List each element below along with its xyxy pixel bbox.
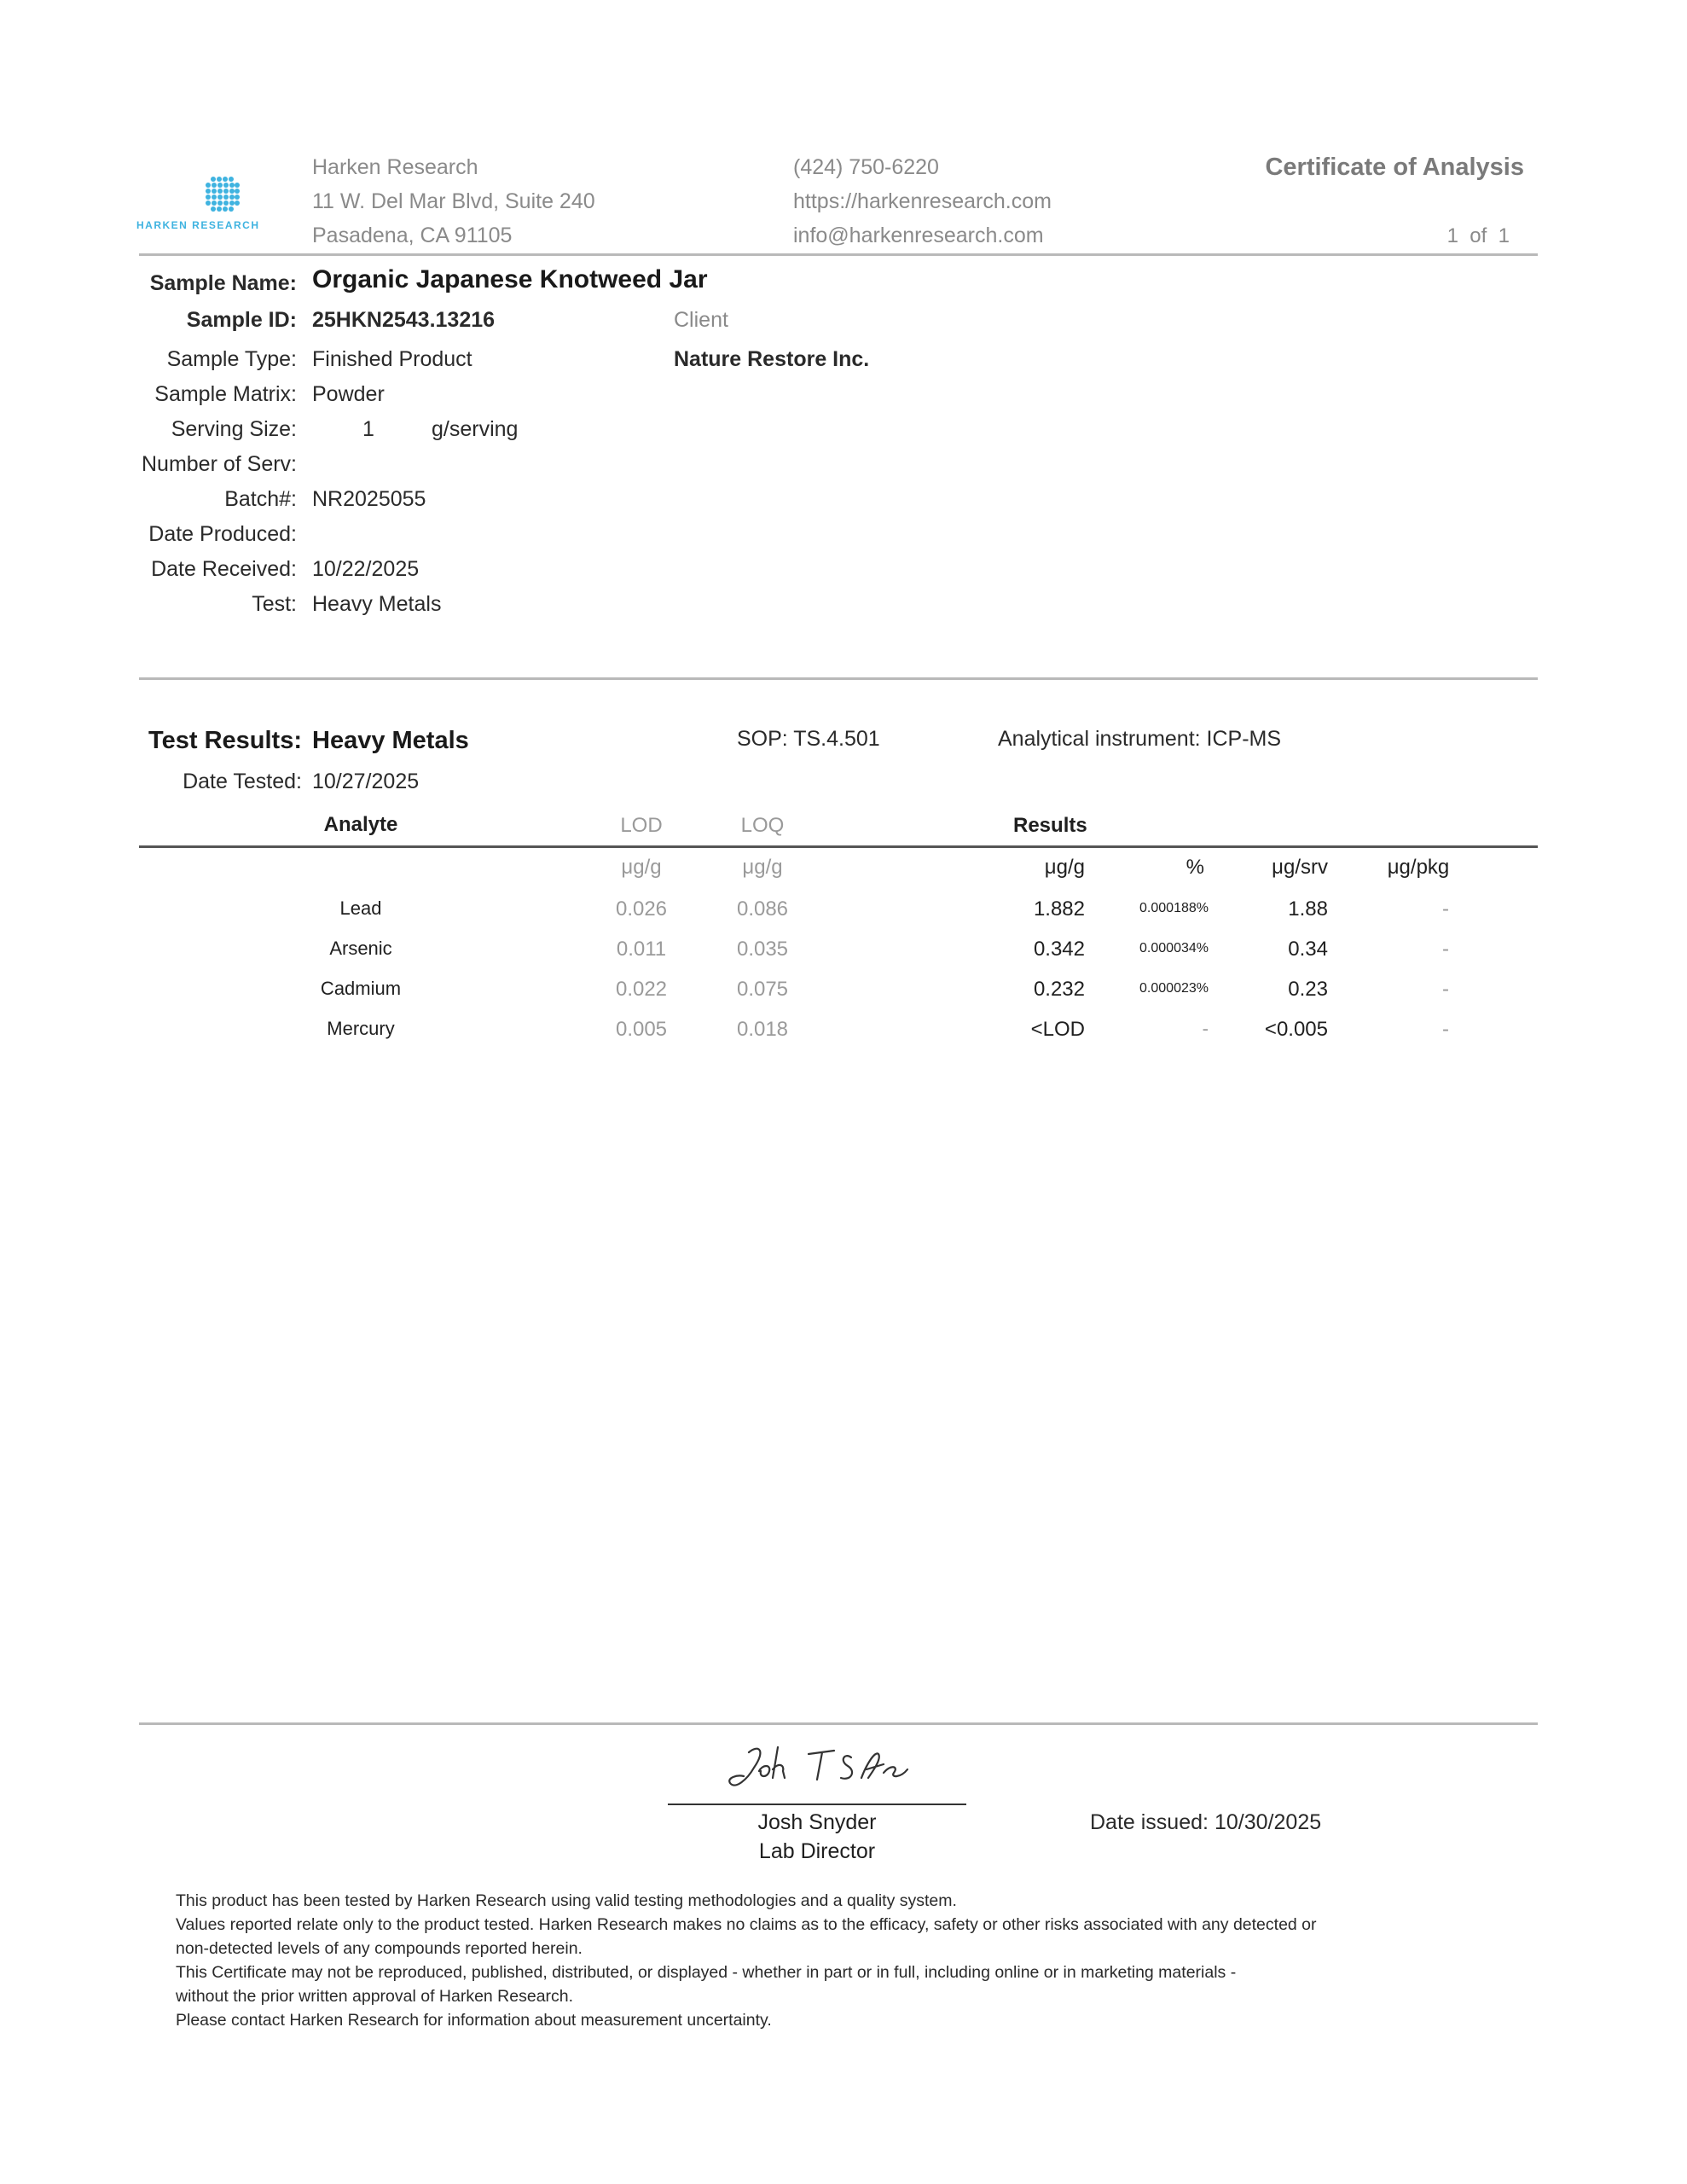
date-issued: 10/30/2025	[1215, 1810, 1322, 1834]
result-srv: 1.88	[1288, 897, 1328, 921]
lod-unit: μg/g	[621, 856, 662, 879]
sample-matrix-label: Sample Matrix:	[154, 382, 297, 406]
result-pkg: -	[1442, 1018, 1449, 1041]
company-phone: (424) 750-6220	[793, 155, 939, 179]
results-table-rule	[139, 845, 1538, 848]
document-title: Certificate of Analysis	[1265, 154, 1524, 181]
page-of: of	[1470, 224, 1487, 247]
date-produced-label: Date Produced:	[148, 522, 297, 546]
lod-value: 0.022	[615, 978, 668, 1001]
disclaimer-line: Values reported relate only to the product tested. Harken Research makes no claims as to the efficacy, safety or other risks associated with any detected or	[176, 1915, 1317, 1934]
date-received: 10/22/2025	[312, 557, 420, 581]
result-pkg: -	[1442, 938, 1449, 961]
batch-label: Batch#:	[224, 487, 297, 511]
date-tested: 10/27/2025	[312, 770, 420, 793]
number-of-servings-label: Number of Serv:	[141, 452, 297, 476]
result-ugg: 0.232	[1033, 978, 1085, 1001]
result-pct: 0.000023%	[1139, 981, 1209, 996]
result-ugg: <LOD	[1030, 1018, 1085, 1041]
client-name: Nature Restore Inc.	[674, 347, 870, 371]
disclaimer-line: Please contact Harken Research for information about measurement uncertainty.	[176, 2011, 772, 2030]
signature-line	[668, 1804, 966, 1805]
serving-size-value: 1	[362, 417, 374, 441]
company-name: Harken Research	[312, 155, 478, 179]
lod-value: 0.005	[615, 1018, 668, 1041]
lod-value: 0.011	[616, 938, 667, 961]
result-pct-unit: %	[1186, 856, 1204, 879]
disclaimer-line: This product has been tested by Harken Research using valid testing methodologies and a quality system.	[176, 1891, 957, 1910]
header-divider	[139, 253, 1538, 256]
page-current: 1	[1446, 224, 1458, 247]
company-logo	[136, 175, 307, 239]
sample-matrix: Powder	[312, 382, 385, 406]
disclaimer-line: This Certificate may not be reproduced, published, distributed, or displayed - whether in part or in full, including online or in marketing materials -	[176, 1963, 1237, 1982]
signer-role: Lab Director	[758, 1839, 876, 1863]
sample-name-label: Sample Name:	[149, 271, 297, 295]
sop: SOP: TS.4.501	[737, 727, 880, 751]
serving-size-label: Serving Size:	[171, 417, 297, 441]
page-total: 1	[1498, 224, 1510, 247]
result-pct: -	[1202, 1018, 1209, 1039]
result-pct: 0.000188%	[1139, 901, 1209, 915]
logo-dots-icon	[136, 175, 307, 216]
loq-value: 0.075	[736, 978, 789, 1001]
loq-value: 0.086	[736, 897, 789, 921]
analyte-name: Lead	[339, 897, 382, 919]
analyte-name: Cadmium	[320, 978, 402, 999]
result-pct: 0.000034%	[1139, 941, 1209, 956]
sample-id-label: Sample ID:	[186, 308, 297, 332]
serving-size-unit: g/serving	[432, 417, 519, 441]
company-email[interactable]: info@harkenresearch.com	[793, 224, 1044, 247]
analyte-header: Analyte	[323, 813, 398, 836]
loq-value: 0.018	[736, 1018, 789, 1041]
loq-unit: μg/g	[742, 856, 783, 879]
analyte-name: Arsenic	[329, 938, 392, 959]
result-pkg: -	[1442, 978, 1449, 1001]
result-pkg: -	[1442, 897, 1449, 921]
signature-icon	[725, 1739, 921, 1803]
test-results-label: Test Results:	[148, 727, 302, 754]
sample-name: Organic Japanese Knotweed Jar	[312, 265, 708, 293]
batch-number: NR2025055	[312, 487, 426, 511]
sample-type-label: Sample Type:	[166, 347, 297, 371]
result-srv: <0.005	[1264, 1018, 1328, 1041]
date-tested-label: Date Tested:	[183, 770, 302, 793]
result-pkg-unit: μg/pkg	[1387, 856, 1450, 879]
result-ugg: 1.882	[1033, 897, 1085, 921]
logo-text: HARKEN RESEARCH	[136, 219, 260, 231]
result-srv-unit: μg/srv	[1272, 856, 1328, 879]
lod-value: 0.026	[615, 897, 668, 921]
sample-divider	[139, 677, 1538, 680]
footer-divider	[139, 1722, 1538, 1725]
company-address-line2: Pasadena, CA 91105	[312, 224, 513, 247]
test-label: Test:	[252, 592, 297, 616]
result-srv: 0.34	[1288, 938, 1328, 961]
test-name: Heavy Metals	[312, 592, 442, 616]
date-received-label: Date Received:	[151, 557, 297, 581]
result-srv: 0.23	[1288, 978, 1328, 1001]
date-issued-label: Date issued:	[1090, 1810, 1209, 1834]
results-header: Results	[1013, 814, 1087, 837]
analytical-instrument: Analytical instrument: ICP-MS	[998, 727, 1282, 751]
client-label: Client	[674, 308, 728, 332]
signer-name: Josh Snyder	[757, 1810, 877, 1834]
test-results-title: Heavy Metals	[312, 727, 469, 754]
analyte-name: Mercury	[327, 1018, 395, 1039]
lod-header: LOD	[620, 814, 663, 837]
company-website[interactable]: https://harkenresearch.com	[793, 189, 1052, 213]
sample-type: Finished Product	[312, 347, 472, 371]
loq-header: LOQ	[740, 814, 785, 837]
result-ugg-unit: μg/g	[1044, 856, 1085, 879]
disclaimer-line: without the prior written approval of Harken Research.	[176, 1987, 574, 2006]
company-address-line1: 11 W. Del Mar Blvd, Suite 240	[312, 189, 595, 213]
page-indicator	[1447, 224, 1510, 248]
loq-value: 0.035	[736, 938, 789, 961]
result-ugg: 0.342	[1033, 938, 1085, 961]
disclaimer-line: non-detected levels of any compounds reported herein.	[176, 1939, 583, 1958]
sample-id: 25HKN2543.13216	[312, 308, 496, 332]
disclaimer	[176, 1889, 1317, 2032]
